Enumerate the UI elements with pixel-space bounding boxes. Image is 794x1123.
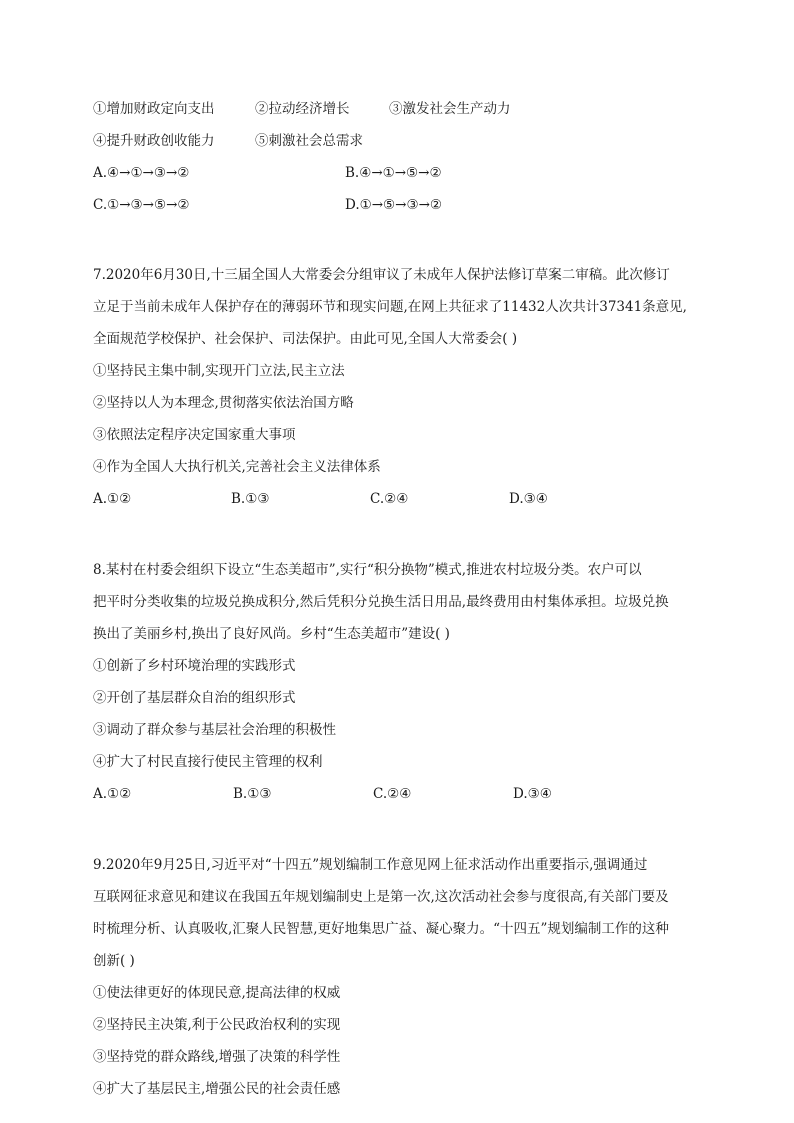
q6-item-3: ③激发社会生产动力 bbox=[389, 101, 511, 117]
q9-stem-line-4: 创新( ) bbox=[93, 953, 135, 969]
q8-option-c: C.②④ bbox=[373, 786, 412, 802]
q6-item-5: ⑤刺激社会总需求 bbox=[255, 133, 363, 149]
q9-item-1: ①使法律更好的体现民意,提高法律的权威 bbox=[93, 985, 341, 1001]
q7-item-1: ①坚持民主集中制,实现开门立法,民主立法 bbox=[93, 363, 345, 379]
q8-item-1: ①创新了乡村环境治理的实践形式 bbox=[93, 658, 296, 674]
q7-stem-line-3: 全面规范学校保护、社会保护、司法保护。由此可见,全国人大常委会( ) bbox=[93, 331, 518, 347]
q7-option-c: C.②④ bbox=[370, 491, 409, 507]
q9-item-2: ②坚持民主决策,利于公民政治权利的实现 bbox=[93, 1017, 341, 1033]
q8-option-b: B.①③ bbox=[233, 786, 272, 802]
q8-option-a: A.①② bbox=[93, 786, 132, 802]
q6-item-4: ④提升财政创收能力 bbox=[93, 133, 215, 149]
q6-option-b: B.④→①→⑤→② bbox=[345, 165, 442, 181]
q7-item-2: ②坚持以人为本理念,贯彻落实依法治国方略 bbox=[93, 395, 354, 411]
q7-item-3: ③依照法定程序决定国家重大事项 bbox=[93, 427, 296, 443]
q7-option-a: A.①② bbox=[93, 491, 132, 507]
q9-stem-line-1: 9.2020年9月25日,习近平对“十四五”规划编制工作意见网上征求活动作出重要指示,强调通过 bbox=[93, 857, 648, 873]
q6-option-a: A.④→①→③→② bbox=[93, 165, 190, 181]
q9-item-3: ③坚持党的群众路线,增强了决策的科学性 bbox=[93, 1049, 341, 1065]
q7-stem-line-1: 7.2020年6月30日,十三届全国人大常委会分组审议了未成年人保护法修订草案二审稿。此次修订 bbox=[93, 267, 670, 283]
q6-option-c: C.①→③→⑤→② bbox=[93, 197, 190, 213]
q6-option-d: D.①→⑤→③→② bbox=[345, 197, 442, 213]
q6-item-2: ②拉动经济增长 bbox=[255, 101, 350, 117]
q7-item-4: ④作为全国人大执行机关,完善社会主义法律体系 bbox=[93, 459, 381, 475]
q8-item-4: ④扩大了村民直接行使民主管理的权利 bbox=[93, 754, 323, 770]
q8-stem-line-3: 换出了美丽乡村,换出了良好风尚。乡村“生态美超市”建设( ) bbox=[93, 626, 450, 642]
q8-item-3: ③调动了群众参与基层社会治理的积极性 bbox=[93, 722, 336, 738]
q8-stem-line-1: 8.某村在村委会组织下设立“生态美超市”,实行“积分换物”模式,推进农村垃圾分类。农户可以 bbox=[93, 562, 642, 578]
q9-item-4: ④扩大了基层民主,增强公民的社会责任感 bbox=[93, 1081, 341, 1097]
q7-stem-line-2: 立足于当前未成年人保护存在的薄弱环节和现实问题,在网上共征求了11432人次共计37341条意见, bbox=[93, 299, 687, 315]
q8-item-2: ②开创了基层群众自治的组织形式 bbox=[93, 690, 296, 706]
q9-stem-line-3: 时梳理分析、认真吸收,汇聚人民智慧,更好地集思广益、凝心聚力。“十四五”规划编制工作的这种 bbox=[93, 921, 669, 937]
q6-item-1: ①增加财政定向支出 bbox=[93, 101, 215, 117]
q7-option-d: D.③④ bbox=[509, 491, 548, 507]
q8-stem-line-2: 把平时分类收集的垃圾兑换成积分,然后凭积分兑换生活日用品,最终费用由村集体承担。垃圾兑换 bbox=[93, 594, 669, 610]
q7-option-b: B.①③ bbox=[231, 491, 270, 507]
q9-stem-line-2: 互联网征求意见和建议在我国五年规划编制史上是第一次,这次活动社会参与度很高,有关部门要及 bbox=[93, 889, 669, 905]
q8-option-d: D.③④ bbox=[513, 786, 552, 802]
